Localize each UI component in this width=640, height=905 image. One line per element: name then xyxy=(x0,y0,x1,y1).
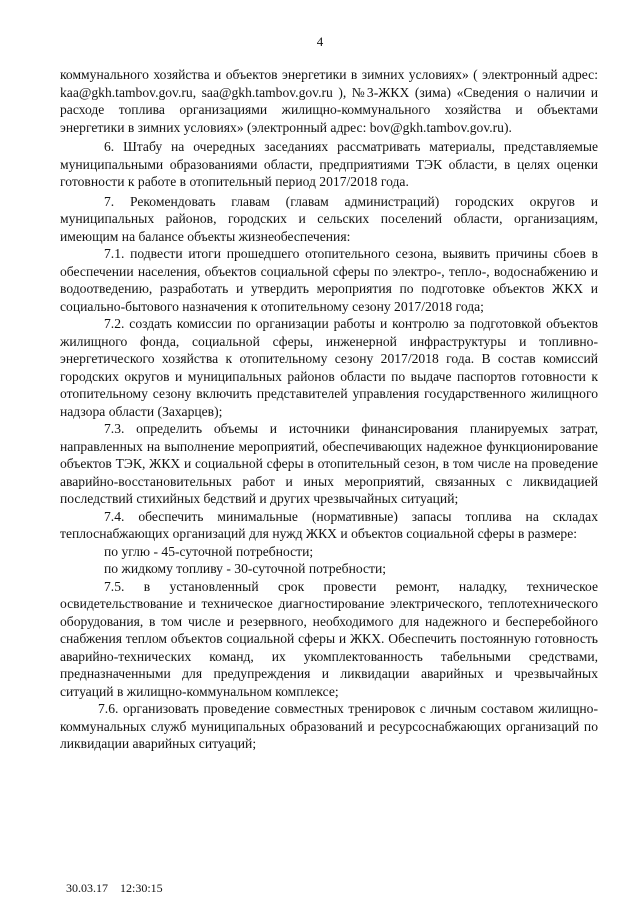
paragraph-item-7-5: 7.5. в установленный срок провести ремонт, наладку, техническое освидетельствование и техническое диагностирование электрического, теплотехнического оборудования, в том числе и резервного, необходимого для надежного и бесперебойного снабжения теплом объектов социальной сферы и ЖКХ. Обеспечить постоянную готовность аварийно-технических команд, их укомплектованность табельными средствами, предназначенными для предупреждения и ликвидации аварийных и чрезвычайных ситуаций в жилищно-коммунальном комплексе; xyxy=(60,578,598,699)
paragraph-item-6: 6. Штабу на очередных заседаниях рассматривать материалы, представляемые муниципальными образованиями области, предприятиями ТЭК области, в целях оценки готовности к работе в отопительный период 2017/2018 года. xyxy=(60,139,598,189)
footer-date: 30.03.17 xyxy=(66,881,108,895)
paragraph-item-7: 7. Рекомендовать главам (главам администраций) городских округов и муниципальных районов, городских и сельских поселений области, организациям, имеющим на балансе объекты жизнеобеспечения: xyxy=(60,193,598,244)
liquid-fuel-requirement: по жидкому топливу - 30-суточной потребности; xyxy=(104,561,387,576)
paragraph-item-7-6: 7.6. организовать проведение совместных тренировок с личным составом жилищно-коммунальных служб муниципальных образований и ресурсоснабжающих организаций по ликвидации аварийных ситуаций; xyxy=(60,701,598,751)
coal-requirement: по углю - 45-суточной потребности; xyxy=(104,543,314,559)
print-timestamp xyxy=(66,881,163,896)
footer-time: 12:30:15 xyxy=(120,881,163,895)
document-body xyxy=(60,66,598,753)
page-number: 4 xyxy=(316,34,324,49)
paragraph-continuation: коммунального хозяйства и объектов энергетики в зимних условиях» ( электронный адрес: kaa@gkh.tambov.gov.ru, saa@gkh.tambov.gov.ru ), №3-ЖКХ (зима) «Сведения о наличии и расходе топлива организациями жилищно-коммунального хозяйства и объектами энергетики в зимних условиях» (электронный адрес: bov@gkh.tambov.gov.ru). xyxy=(60,67,598,135)
paragraph-item-7-4: 7.4. обеспечить минимальные (нормативные) запасы топлива на складах теплоснабжающих организаций для нужд ЖКХ и объектов социальной сферы в размере: xyxy=(60,508,598,541)
paragraph-item-7-3: 7.3. определить объемы и источники финансирования планируемых затрат, направленных на выполнение мероприятий, обеспечивающих надежное функционирование объектов ТЭК, ЖКХ и социальной сферы в отопительный сезон, в том числе на проведение аварийно-восстановительных работ и иных мероприятий, связанных с ликвидацией последствий стихийных бедствий и других чрезвычайных ситуаций; xyxy=(60,421,598,506)
paragraph-item-7-2: 7.2. создать комиссии по организации работы и контролю за подготовкой объектов жилищного фонда, социальной сферы, инженерной инфраструктуры и топливно-энергетического хозяйства к отопительному сезону 2017/2018 года. В состав комиссий городских округов и муниципальных районов области по выдаче паспортов готовности к отопительному сезону включить представителей управления государственного жилищного надзора области (Захарцев); xyxy=(60,316,598,419)
paragraph-item-7-1: 7.1. подвести итоги прошедшего отопительного сезона, выявить причины сбоев в обеспечении населения, объектов социальной сферы по электро-, тепло-, водоснабжению и водоотведению, разработать и утвердить мероприятия по подготовке объектов ЖКХ и социально-бытового назначения к отопительному сезону 2017/2018 года; xyxy=(60,246,598,314)
